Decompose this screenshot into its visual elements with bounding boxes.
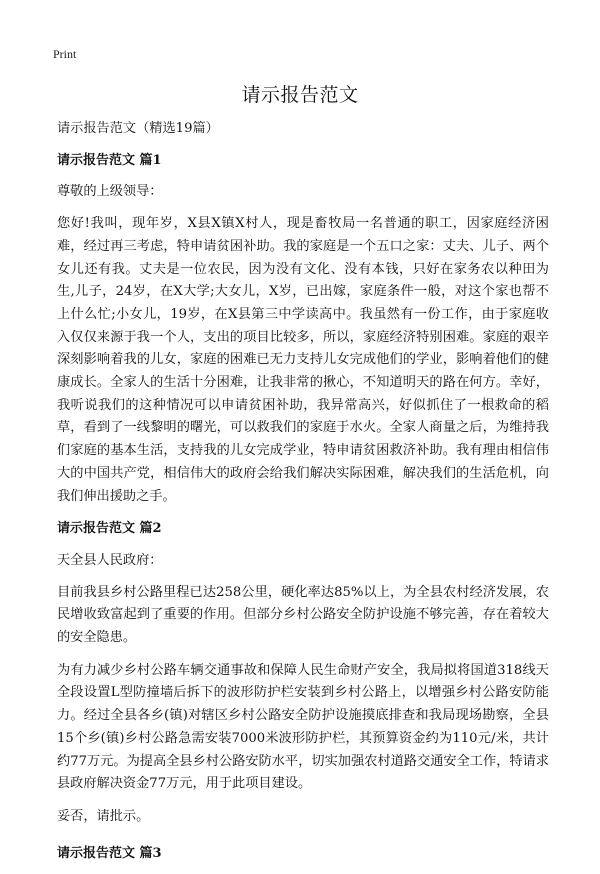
document-title: 请示报告范文 xyxy=(241,84,359,106)
section-heading-3: 请示报告范文 篇3 xyxy=(57,845,162,861)
section-2-greeting: 天全县人民政府： xyxy=(57,552,163,568)
print-link[interactable]: Print xyxy=(53,47,77,61)
section-heading-1: 请示报告范文 篇1 xyxy=(57,152,162,168)
section-2-closing: 妥否，请批示。 xyxy=(57,808,150,824)
document-subtitle: 请示报告范文（精选19篇） xyxy=(57,121,219,136)
section-2-paragraph-1: 目前我县乡村公路里程已达258公里，硬化率达85%以上，为全县农村经济发展，农民增收致富起到了重要的作用。但部分乡村公路安全防护设施不够完善，存在着较大的安全隐患。 xyxy=(57,584,549,646)
section-1-paragraph: 您好!我叫，现年岁，X县X镇X村人，现是畜牧局一名普通的职工，因家庭经济困难，经过再三考虑，特申请贫困补助。我的家庭是一个五口之家：丈夫、儿子、两个女儿还有我。丈夫是一位农民，因为没有文化、没有本钱，只好在家务农以种田为生,儿子，24岁，在X大学;大女儿，X岁，已出嫁，家庭条件一般，对这个家也帮不上什么忙;小女儿，19岁，在X县第三中学读高中。我虽然有一份工作，由于家庭收入仅仅来源于我一个人，支出的项目比较多，所以，家庭经济特别困难。家庭的艰辛深刻影响着我的儿女，家庭的困难已无力支持儿女完成他们的学业，影响着他们的健康成长。全家人的生活十分困难，让我非常的揪心，不知道明天的路在何方。幸好，我听说我们的这种情况可以申请贫困补助，我异常高兴，好似抓住了一根救命的稻草，看到了一线黎明的曙光，可以救我们的家庭于水火。全家人商量之后，为维持我们家庭的基本生活，支持我的儿女完成学业，特申请贫困救济补助。我有理由相信伟大的中国共产党，相信伟大的政府会给我们解决实际困难，解决我们的生活危机，向我们伸出援助之手。 xyxy=(57,216,549,504)
section-2-paragraph-2: 为有力减少乡村公路车辆交通事故和保障人民生命财产安全，我局拟将国道318线天全段设置L型防撞墙后拆下的波形防护栏安装到乡村公路上，以增强乡村公路安防能力。经过全县各乡(镇)对辖区乡村公路安全防护设施摸底排查和我局现场勘察，全县15个乡(镇)乡村公路急需安装7000米波形防护栏，其预算资金约为110元/米，共计约77万元。为提高全县乡村公路安防水平，切实加强农村道路交通安全工作，特请求县政府解决资金77万元，用于此项目建设。 xyxy=(57,662,549,792)
section-heading-2: 请示报告范文 篇2 xyxy=(57,521,162,537)
section-1-greeting: 尊敬的上级领导： xyxy=(57,184,163,200)
document-body xyxy=(57,118,549,874)
